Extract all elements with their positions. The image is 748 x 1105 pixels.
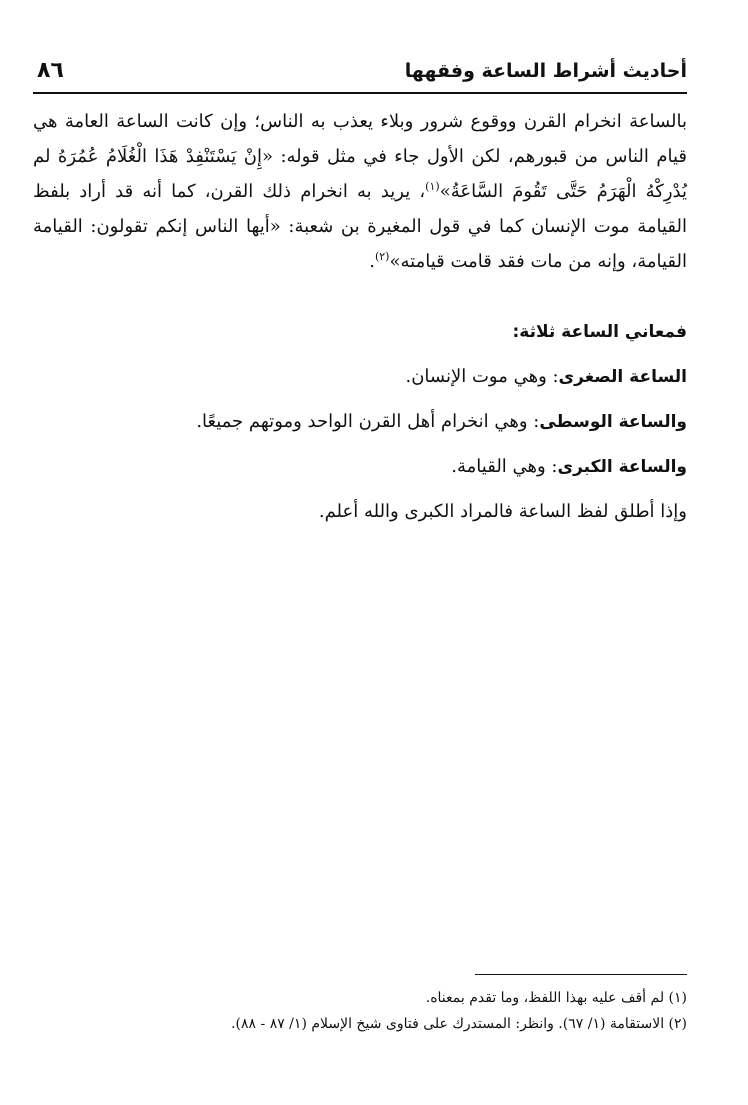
footnote-2: (٢) الاستقامة (١/ ٦٧). وانظر: المستدرك على فتاوى شيخ الإسلام (١/ ٨٧ - ٨٨).: [231, 1016, 687, 1032]
footnote-1: (١) لم أقف عليه بهذا اللفظ، وما تقدم بمعناه.: [425, 990, 687, 1006]
footnote-ref-2[interactable]: (٢): [374, 250, 390, 263]
meaning-item: [33, 359, 687, 395]
meanings-heading: فمعاني الساعة ثلاثة:: [512, 322, 687, 342]
paragraph-part-2: ، يريد به انخرام ذلك القرن، كما أنه قد أراد بلفظ القيامة موت الإنسان كما في قول المغيرة بن شعبة: «أيها الناس إنكم تقولون: القيامة القيامة، وإنه من مات فقد قامت قيامته»: [33, 181, 687, 272]
meaning-definition: : وهي انخرام أهل القرن الواحد وموتهم جميعًا.: [196, 411, 540, 432]
meaning-item: [33, 449, 687, 485]
footnote-ref-1[interactable]: (١): [425, 180, 440, 193]
meanings-section: [33, 314, 687, 539]
main-paragraph: [33, 104, 687, 279]
page-header: [33, 58, 687, 94]
book-page: [33, 0, 687, 1105]
meaning-term: الساعة الصغرى: [558, 367, 687, 387]
running-title: أحاديث أشراط الساعة وفقهها: [404, 60, 687, 82]
meaning-item: [33, 404, 687, 440]
meaning-definition: : وهي القيامة.: [451, 456, 558, 477]
meaning-term: والساعة الوسطى: [539, 412, 687, 432]
conclusion: وإذا أطلق لفظ الساعة فالمراد الكبرى والله أعلم.: [318, 501, 687, 522]
page-number: ٨٦: [37, 58, 64, 83]
paragraph-part-1: بالساعة انخرام القرن ووقوع شرور وبلاء يعذب به الناس؛ وإن كانت الساعة العامة هي قيام الناس من قبورهم، لكن الأول جاء في مثل قوله: «إِنْ يَسْتَنْفِدْ هَذَا الْغُلَامُ عُمُرَهُ لم يُدْرِكْهُ الْهَرَمُ حَتَّى تَقُومَ السَّاعَةُ»: [33, 111, 687, 202]
footnote-divider: [475, 974, 687, 975]
meaning-term: والساعة الكبرى: [557, 457, 687, 477]
paragraph-text: [33, 104, 687, 279]
meaning-definition: : وهي موت الإنسان.: [405, 366, 559, 387]
footnotes: [33, 985, 687, 1037]
paragraph-period: .: [369, 251, 375, 272]
